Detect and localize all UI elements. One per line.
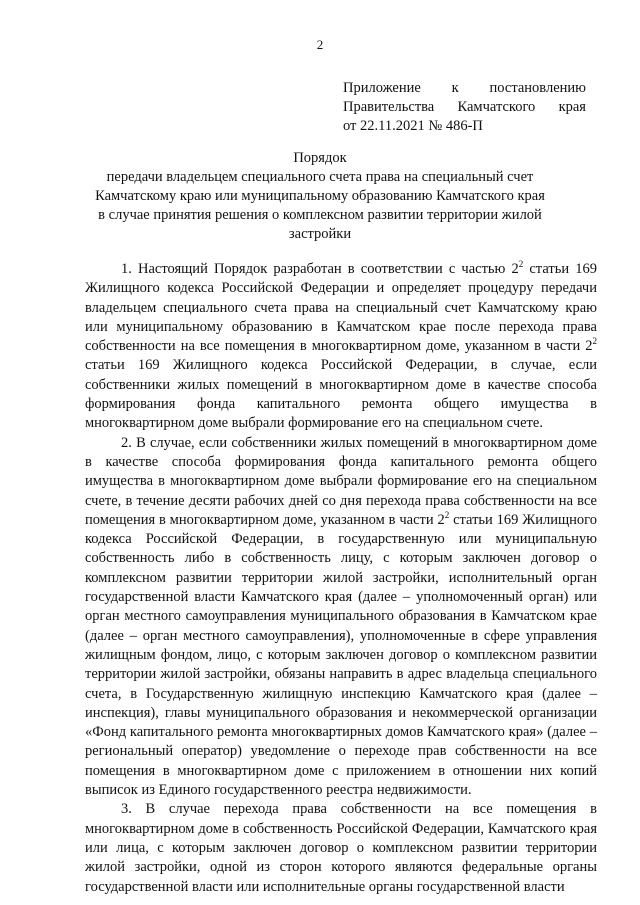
document-title <box>95 149 545 244</box>
appendix-line-2 <box>343 98 586 117</box>
paragraph-text: 2. В случае, если собственники жилых помещений в многоквартирном доме в качестве способа формирования фонда капитального ремонта общего имущества в многоквартирном доме выбрали формирование его на специальном счете, в течение десяти рабочих дней со дня перехода права собственности на все помещения в многоквартирном доме, указанном в части 2 <box>85 434 597 528</box>
appendix-block <box>343 79 586 136</box>
document-body <box>85 260 597 897</box>
superscript: 2 <box>518 259 524 269</box>
appendix-word: Правительства <box>343 99 435 115</box>
title-subtitle: передачи владельцем специального счета права на специальный счет Камчатскому краю или муниципальному образованию Камчатского края в случае принятия решения о комплексном развитии территории жилой застройки <box>95 169 545 242</box>
page-number: 2 <box>316 37 324 52</box>
appendix-word: Приложение <box>343 80 421 96</box>
title-heading: Порядок <box>293 150 347 166</box>
paragraph-1 <box>85 260 597 434</box>
appendix-word: постановлению <box>489 80 586 96</box>
appendix-line-1 <box>343 79 586 98</box>
appendix-word: края <box>558 99 586 115</box>
superscript: 2 <box>592 336 597 347</box>
paragraph-2 <box>85 434 597 801</box>
superscript: 2 <box>444 509 450 520</box>
paragraph-3: 3. В случае перехода права собственности на все помещения в многоквартирном доме в собственность Российской Федерации, Камчатского края или лица, с которым заключен договор о комплексном развитии территории жилой застройки, одной из сторон которого являются федеральные органы государственной власти или исполнительные органы государственной власти <box>85 801 597 895</box>
appendix-word: к <box>451 80 459 96</box>
appendix-line-3: от 22.11.2021 № 486-П <box>343 118 483 134</box>
paragraph-text: статьи 169 Жилищного кодекса Российской Федерации, в случае, если собственники жилых помещений в многоквартирном доме в качестве способа формирования фонда капитального ремонта общего имущества в многоквартирном доме выбрали формирование его на специальном счете. <box>85 357 597 432</box>
paragraph-text: статьи 169 Жилищного кодекса Российской Федерации, в государственную или муниципальную собственность либо в собственность лицу, с которым заключен договор о комплексном развитии территории жилой застройки, исполнительный орган государственной власти Камчатского края (далее – уполномоченный орган) или орган местного самоуправления муниципального образования в Камчатском крае (далее – орган местного самоуправления), уполномоченные в сфере управления жилищным фондом, лицо, с которым заключен договор о комплексном развитии территории жилой застройки, обязаны направить в адрес владельца специального счета, в Государственную жилищную инспекцию Камчатского края (далее – инспекция), главы муниципального образования и некоммерческой организации «Фонд капитального ремонта многоквартирных домов Камчатского края» (далее – региональный оператор) уведомление о переходе прав собственности на все помещения в многоквартирном доме с приложением в отношении них копий выписок из Единого государственного реестра недвижимости. <box>85 511 598 799</box>
appendix-word: Камчатского <box>457 99 536 115</box>
paragraph-text: 1. Настоящий Порядок разработан в соответствии с частью 2 <box>121 261 519 277</box>
paragraph-text: статьи 169 Жилищного кодекса Российской Федерации и определяет процедуру передачи владельцем специального счета права на специальный счет Камчатскому краю или муниципальному образованию в Камчатском крае после перехода права собственности на все помещения в многоквартирном доме, указанном в части 2 <box>85 261 597 355</box>
